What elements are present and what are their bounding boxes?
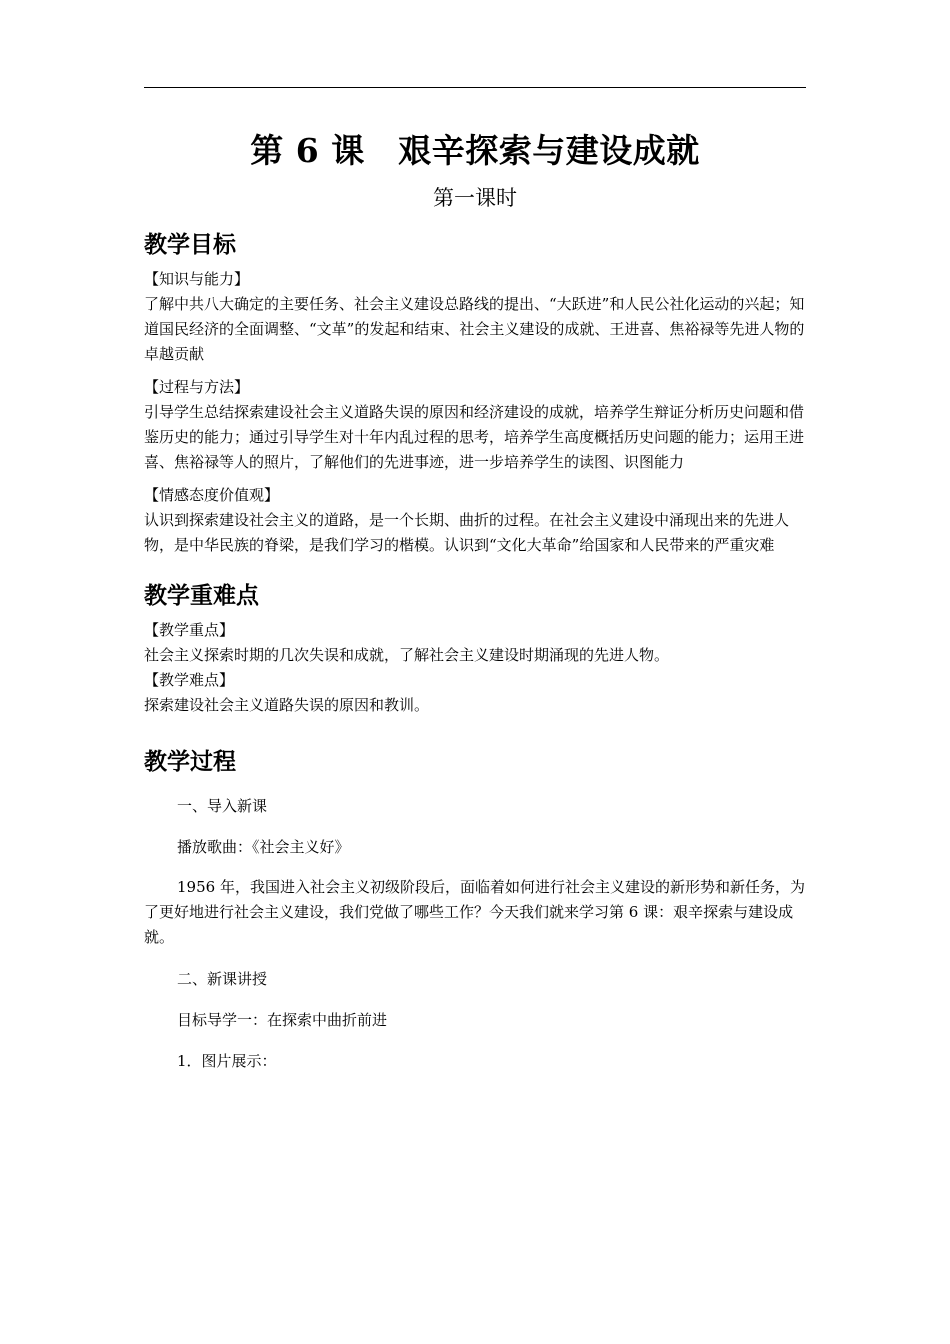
- emotion-text: 认识到探索建设社会主义的道路，是一个长期、曲折的过程。在社会主义建设中涌现出来的先进人物，是中华民族的脊梁，是我们学习的楷模。认识到“文化大革命”给国家和人民带来的严重灾难: [144, 511, 790, 554]
- objectives-heading: 教学目标: [144, 231, 236, 258]
- process-heading: 教学过程: [144, 748, 236, 775]
- document-body: [144, 128, 806, 1074]
- step-picture-display: 1．图片展示：: [177, 1052, 277, 1070]
- knowledge-label: 【知识与能力】: [144, 270, 250, 288]
- process-method-label: 【过程与方法】: [144, 378, 250, 396]
- lesson-title: 第 6 课 艰辛探索与建设成就: [250, 131, 700, 170]
- keypoints-heading: 教学重难点: [144, 582, 259, 609]
- step-context: 1956 年，我国进入社会主义初级阶段后，面临着如何进行社会主义建设的新形势和新任务，为了更好地进行社会主义建设，我们党做了哪些工作？今天我们就来学习第 6 课：艰辛探索与建设成就。: [144, 878, 805, 946]
- process-method-text: 引导学生总结探索建设社会主义道路失误的原因和经济建设的成就，培养学生辩证分析历史问题和借鉴历史的能力；通过引导学生对十年内乱过程的思考，培养学生高度概括历史问题的能力；运用王进喜、焦裕禄等人的照片，了解他们的先进事迹，进一步培养学生的读图、识图能力: [144, 403, 805, 471]
- step-new-lesson: 二、新课讲授: [177, 970, 268, 988]
- focus-text: 社会主义探索时期的几次失误和成就，了解社会主义建设时期涌现的先进人物。: [144, 646, 670, 664]
- step-song: 播放歌曲：《社会主义好》: [177, 838, 350, 856]
- header-rule: [144, 87, 806, 88]
- difficulty-text: 探索建设社会主义道路失误的原因和教训。: [144, 696, 430, 714]
- knowledge-text: 了解中共八大确定的主要任务、社会主义建设总路线的提出、“大跃进”和人民公社化运动的兴起；知道国民经济的全面调整、“文革”的发起和结束、社会主义建设的成就、王进喜、焦裕禄等先进人物的卓越贡献: [144, 295, 805, 363]
- step-goal-one: 目标导学一：在探索中曲折前进: [177, 1011, 388, 1029]
- difficulty-label: 【教学难点】: [144, 671, 235, 689]
- emotion-label: 【情感态度价值观】: [144, 486, 280, 504]
- lesson-subtitle: 第一课时: [433, 186, 517, 210]
- step-intro: 一、导入新课: [177, 797, 268, 815]
- focus-label: 【教学重点】: [144, 621, 235, 639]
